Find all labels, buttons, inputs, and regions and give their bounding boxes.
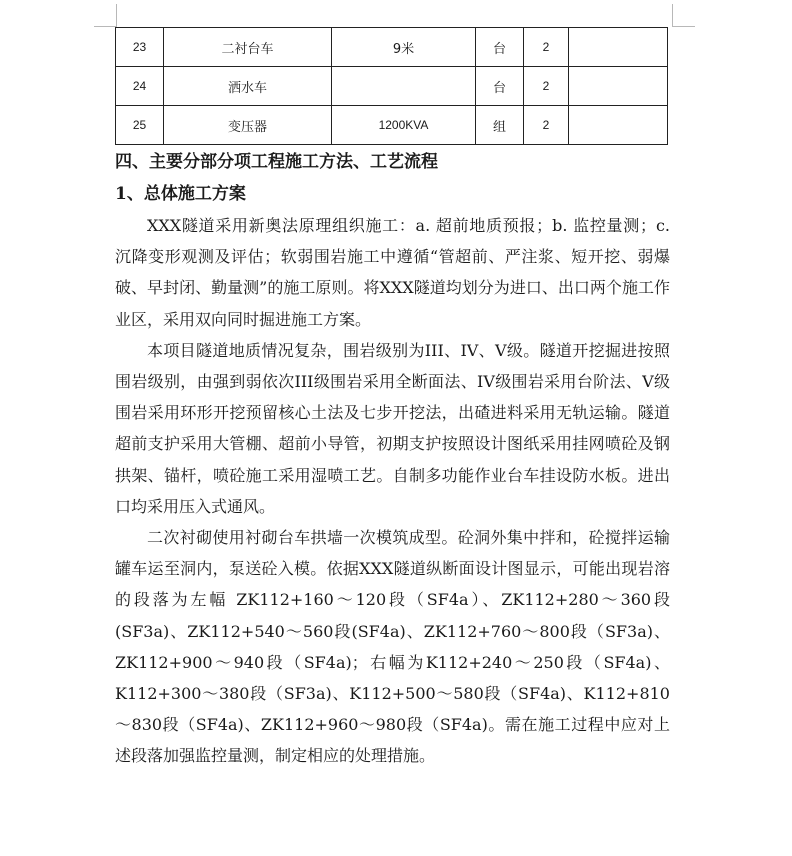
page-corner-mark-left — [94, 4, 117, 27]
equipment-remark — [569, 28, 668, 67]
document-body — [115, 146, 670, 772]
row-number: 25 — [116, 106, 164, 145]
equipment-unit: 台 — [476, 28, 524, 67]
equipment-spec — [332, 67, 476, 106]
equipment-table — [115, 27, 668, 145]
table-row — [116, 67, 668, 106]
equipment-remark — [569, 106, 668, 145]
equipment-qty: 2 — [524, 67, 569, 106]
equipment-unit: 台 — [476, 67, 524, 106]
body-paragraph: 本项目隧道地质情况复杂，围岩级别为III、IV、V级。隧道开挖掘进按照围岩级别，由强到弱依次III级围岩采用全断面法、IV级围岩采用台阶法、V级围岩采用环形开挖预留核心土法及七步开挖法，出碴进料采用无轨运输。隧道超前支护采用大管棚、超前小导管，初期支护按照设计图纸采用挂网喷砼及钢拱架、锚杆，喷砼施工采用湿喷工艺。自制多功能作业台车挂设防水板。进出口均采用压入式通风。 — [115, 340, 670, 516]
equipment-qty: 2 — [524, 28, 569, 67]
equipment-spec: 1200KVA — [332, 106, 476, 145]
row-number: 24 — [116, 67, 164, 106]
equipment-name: 二衬台车 — [164, 28, 332, 67]
table-row — [116, 28, 668, 67]
page-corner-mark-right — [672, 4, 695, 27]
section-heading: 四、主要分部分项工程施工方法、工艺流程 — [115, 152, 438, 172]
equipment-remark — [569, 67, 668, 106]
section-subheading: 1、总体施工方案 — [115, 184, 246, 204]
table-row — [116, 106, 668, 145]
body-paragraph: 二次衬砌使用衬砌台车拱墙一次模筑成型。砼洞外集中拌和，砼搅拌运输罐车运至洞内，泵送砼入模。依据XXX隧道纵断面设计图显示，可能出现岩溶的段落为左幅 ZK112+160～120段（SF4a）、ZK112+280～360段(SF3a)、ZK112+540～560段(SF4a)、ZK112+760～800段（SF3a)、ZK112+900～940段（SF4a)；右幅为K112+240～250段（SF4a)、K112+300～380段（SF3a)、K112+500～580段（SF4a)、K112+810～830段（SF4a)、ZK112+960～980段（SF4a)。需在施工过程中应对上述段落加强监控量测，制定相应的处理措施。 — [115, 528, 670, 766]
equipment-spec: 9米 — [332, 28, 476, 67]
equipment-name: 洒水车 — [164, 67, 332, 106]
equipment-name: 变压器 — [164, 106, 332, 145]
row-number: 23 — [116, 28, 164, 67]
equipment-qty: 2 — [524, 106, 569, 145]
equipment-unit: 组 — [476, 106, 524, 145]
body-paragraph: XXX隧道采用新奥法原理组织施工：a. 超前地质预报；b. 监控量测；c. 沉降变形观测及评估；软弱围岩施工中遵循“管超前、严注浆、短开挖、弱爆破、早封闭、勤量测”的施工原则。将XXX隧道均划分为进口、出口两个施工作业区，采用双向同时掘进施工方案。 — [115, 216, 670, 329]
